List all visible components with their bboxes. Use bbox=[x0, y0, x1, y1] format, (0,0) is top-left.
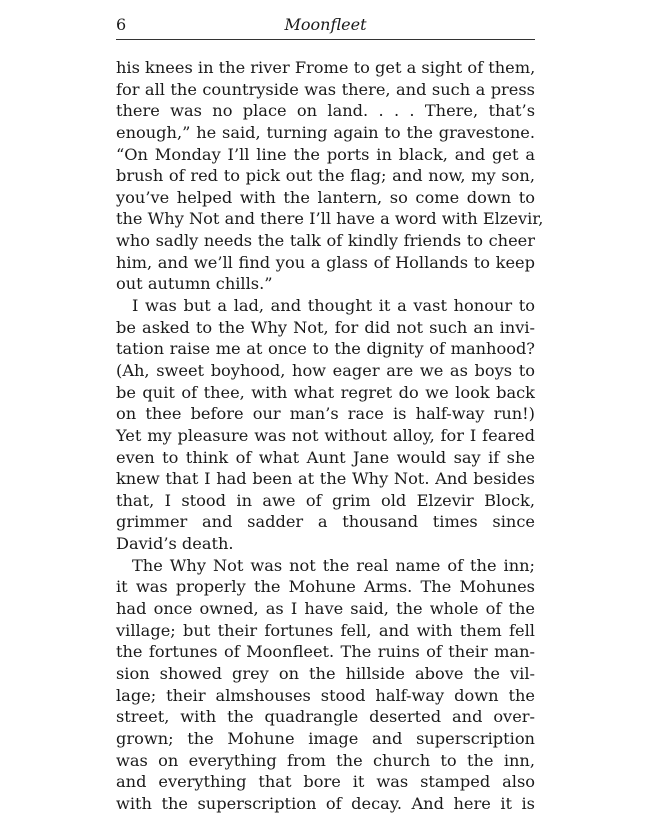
text-line: you’ve helped with the lantern, so come down to bbox=[116, 187, 535, 207]
text-line: be quit of thee, with what regret do we look back bbox=[116, 382, 535, 402]
page-header bbox=[116, 0, 535, 40]
text-line: the fortunes of Moonfleet. The ruins of their man- bbox=[116, 642, 535, 662]
text-line: grimmer and sadder a thousand times since bbox=[116, 512, 535, 532]
text-line: there was no place on land. . . . There, that’s bbox=[116, 101, 535, 121]
text-line: street, with the quadrangle deserted and over- bbox=[116, 707, 535, 727]
text-line: grown; the Mohune image and superscription bbox=[116, 728, 535, 748]
text-line: village; but their fortunes fell, and with them fell bbox=[116, 620, 535, 640]
text-line: David’s death. bbox=[116, 534, 234, 554]
text-line: and everything that bore it was stamped also bbox=[116, 772, 535, 792]
text-line: lage; their almshouses stood half-way down the bbox=[116, 685, 535, 705]
page-number: 6 bbox=[116, 15, 127, 34]
text-line: was on everything from the church to the inn, bbox=[116, 750, 535, 770]
body-text bbox=[116, 57, 544, 814]
text-line: sion showed grey on the hillside above the vil- bbox=[116, 663, 535, 683]
text-line: that, I stood in awe of grim old Elzevir Block, bbox=[116, 490, 535, 510]
text-line: tation raise me at once to the dignity of manhood? bbox=[116, 339, 535, 359]
text-line: (Ah, sweet boyhood, how eager are we as boys to bbox=[116, 360, 535, 380]
text-line: the Why Not and there I’ll have a word with Elzevir, bbox=[116, 209, 544, 229]
text-line: “On Monday I’ll line the ports in black, and get a bbox=[116, 144, 535, 164]
text-line: knew that I had been at the Why Not. And besides bbox=[116, 469, 535, 489]
text-line: out autumn chills.” bbox=[116, 274, 273, 294]
text-line: with the superscription of decay. And here it is bbox=[116, 793, 535, 813]
text-line: be asked to the Why Not, for did not such an invi- bbox=[116, 317, 535, 337]
text-line: had once owned, as I have said, the whole of the bbox=[116, 599, 535, 619]
text-line: for all the countryside was there, and such a press bbox=[116, 79, 535, 99]
text-line: on thee before our man’s race is half-way run!) bbox=[116, 404, 535, 424]
text-line: brush of red to pick out the flag; and now, my son, bbox=[116, 166, 535, 186]
book-page bbox=[116, 0, 544, 813]
text-line: even to think of what Aunt Jane would say if she bbox=[116, 447, 535, 467]
text-line: it was properly the Mohune Arms. The Mohunes bbox=[116, 577, 535, 597]
text-line: enough,” he said, turning again to the gravestone. bbox=[116, 122, 535, 142]
text-line: The Why Not was not the real name of the inn; bbox=[132, 555, 535, 575]
text-line: who sadly needs the talk of kindly friends to cheer bbox=[116, 231, 535, 251]
text-line: his knees in the river Frome to get a sight of them, bbox=[116, 58, 536, 77]
text-line: him, and we’ll find you a glass of Hollands to keep bbox=[116, 252, 535, 272]
text-line: Yet my pleasure was not without alloy, for I feared bbox=[116, 425, 535, 445]
running-title: Moonfleet bbox=[284, 15, 367, 34]
text-line: I was but a lad, and thought it a vast honour to bbox=[132, 296, 535, 316]
